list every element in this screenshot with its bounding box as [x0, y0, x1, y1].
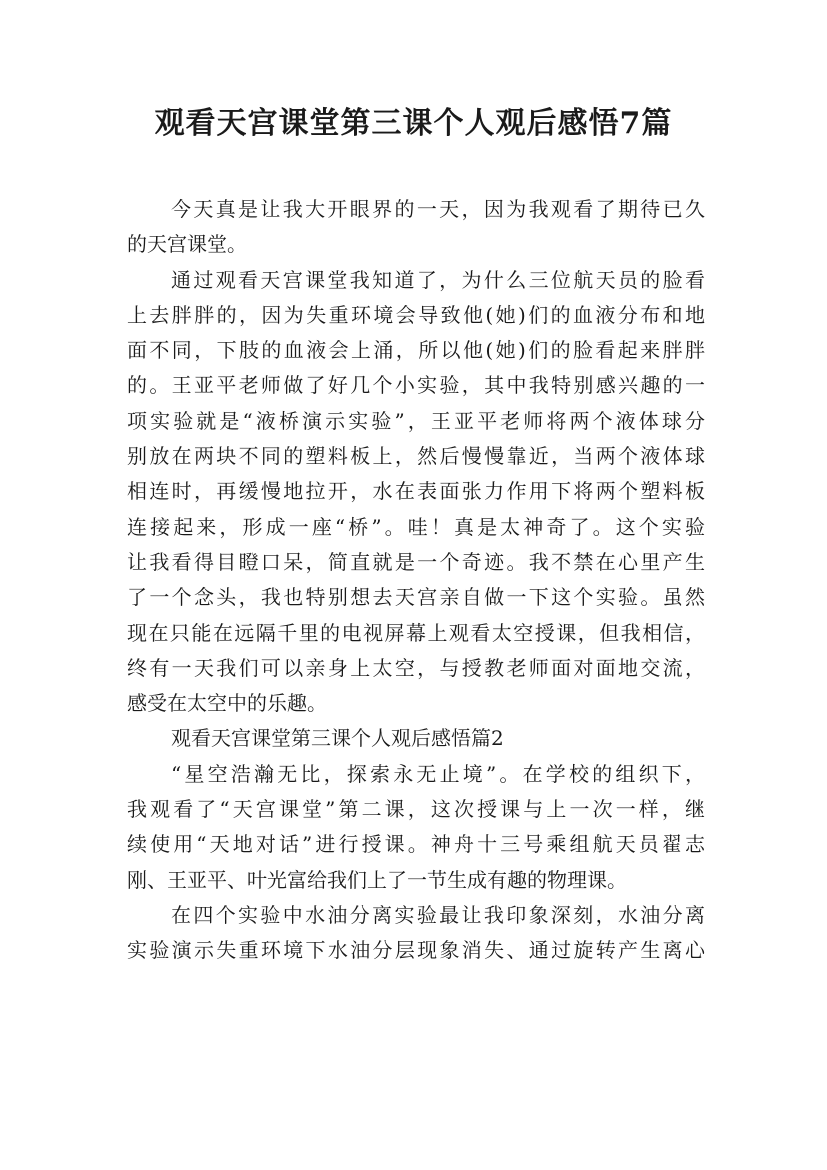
text-line: 终有一天我们可以亲身上太空，与授教老师面对面地交流，: [127, 655, 705, 680]
text-line: 项实验就是“液桥演示实验”，王亚平老师将两个液体球分: [127, 408, 705, 433]
document-title: 观看天宫课堂第三课个人观后感悟7篇: [154, 106, 673, 141]
text-line: 了一个念头，我也特别想去天宫亲自做一下这个实验。虽然: [127, 585, 705, 610]
text-line: 感受在太空中的乐趣。: [127, 691, 327, 716]
text-line: 在四个实验中水油分离实验最让我印象深刻，水油分离: [171, 902, 705, 927]
text-line: 别放在两块不同的塑料板上，然后慢慢靠近，当两个液体球: [127, 444, 705, 469]
text-line: 的。王亚平老师做了好几个小实验，其中我特别感兴趣的一: [127, 373, 705, 398]
text-line: 通过观看天宫课堂我知道了，为什么三位航天员的脸看: [171, 267, 705, 292]
text-line: 现在只能在远隔千里的电视屏幕上观看太空授课，但我相信，: [127, 620, 705, 645]
text-line: 观看天宫课堂第三课个人观后感悟篇2: [171, 726, 504, 751]
text-line: 上去胖胖的，因为失重环境会导致他(她)们的血液分布和地: [127, 302, 705, 327]
text-line: 让我看得目瞪口呆，简直就是一个奇迹。我不禁在心里产生: [127, 549, 705, 574]
text-line: 实验演示失重环境下水油分层现象消失、通过旋转产生离心: [127, 938, 705, 963]
document-body: [127, 192, 705, 969]
text-line: 面不同，下肢的血液会上涌，所以他(她)们的脸看起来胖胖: [127, 338, 705, 363]
text-line: “星空浩瀚无比，探索永无止境”。在学校的组织下，: [171, 761, 705, 786]
text-line: 续使用“天地对话”进行授课。神舟十三号乘组航天员翟志: [127, 832, 705, 857]
text-line: 我观看了“天宫课堂”第二课，这次授课与上一次一样，继: [127, 797, 705, 822]
text-line: 的天宫课堂。: [127, 232, 247, 257]
text-line: 连接起来，形成一座“桥”。哇！真是太神奇了。这个实验: [127, 514, 705, 539]
text-line: 刚、王亚平、叶光富给我们上了一节生成有趣的物理课。: [127, 867, 627, 892]
text-line: 今天真是让我大开眼界的一天，因为我观看了期待已久: [171, 197, 705, 221]
text-line: 相连时，再缓慢地拉开，水在表面张力作用下将两个塑料板: [127, 479, 705, 504]
